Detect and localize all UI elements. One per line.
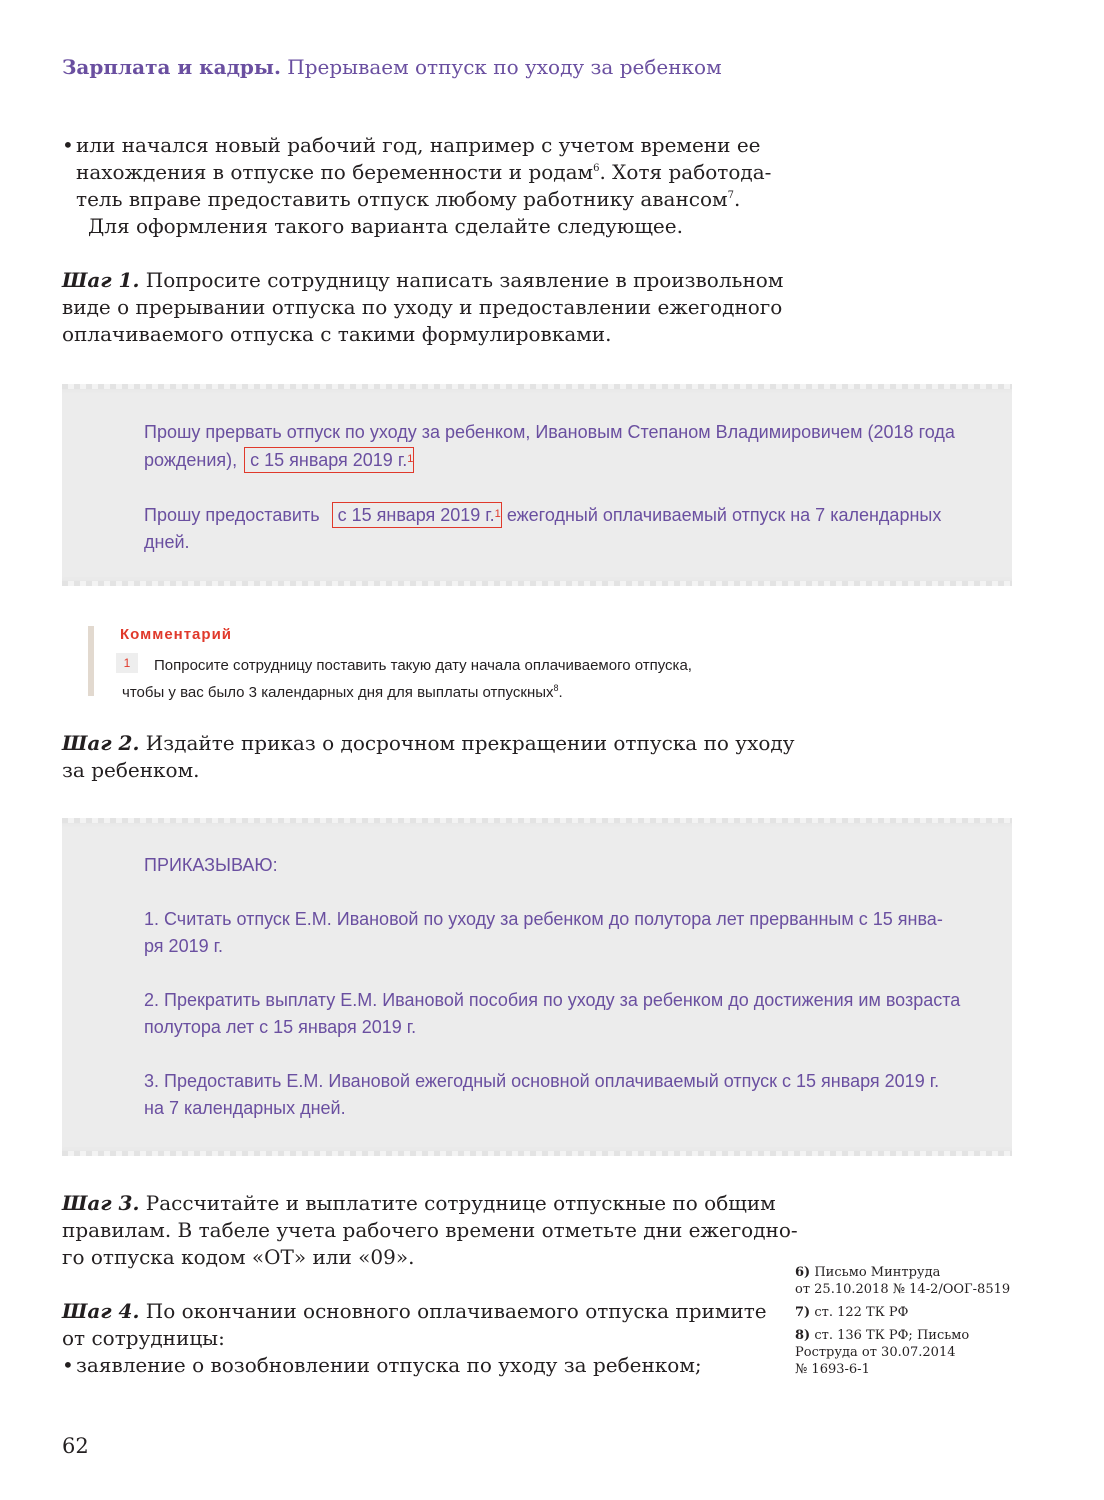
footnote-ref: 8 [553, 683, 559, 693]
order-heading: ПРИКАЗЫВАЮ: [144, 855, 278, 875]
header-title: Прерываем отпуск по уходу за ребенком [287, 55, 722, 79]
intro-block: • или начался новый рабочий год, например с учетом времени ее нахождения в отпуске по беременности и родам$^6$. Хотя работода- тель вправе предоставить отпуск любому работнику авансом$^7$. Для оформления такого варианта сделайте следующее. [62, 132, 742, 240]
step-2: Шаг 2. Издайте приказ о досрочном прекращении отпуска по уходу за ребенком. [62, 731, 795, 782]
comment-number: 1 [116, 653, 138, 673]
application-text: Прошу прервать отпуск по уходу за ребенком, Ивановым Степаном Владимировичем (2018 года рождения), с 15 января 2019 г.$^1$ Прошу предоставить с 15 января 2019 г.$^1$ ежегодный оплачиваемый отпуск на 7 календарных дней. [144, 422, 955, 552]
comment-ref: 1 [494, 508, 501, 520]
intro-paragraph: Для оформления такого варианта сделайте следующее. [88, 214, 683, 238]
sidenotes [795, 1264, 1055, 1384]
order-example-box [62, 818, 1012, 1156]
application-example-box [62, 384, 1012, 586]
bullet-item: • заявление о возобновлении отпуска по уходу за ребенком; [62, 1352, 742, 1379]
step-1: Шаг 1. Попросите сотрудницу написать заявление в произвольном виде о прерывании отпуска по уходу и предоставлении ежегодного оплачиваемого отпуска с такими формулировками. [62, 268, 784, 346]
step-label: Шаг 1. [62, 268, 140, 292]
running-header [62, 55, 722, 79]
header-section: Зарплата и кадры. [62, 55, 281, 79]
step-label: Шаг 2. [62, 731, 140, 755]
order-text: ПРИКАЗЫВАЮ: 1. Считать отпуск Е.М. Ивановой по уходу за ребенком до полутора лет прерванным с 15 янва- ря 2019 г. 2. Прекратить выплату Е.М. Ивановой пособия по уходу за ребенком до достижения им возраста полутора лет с 15 января 2019 г. 3. Предоставить Е.М. Ивановой ежегодный основной оплачиваемый отпуск с 15 января 2019 г. на 7 календарных дней. [144, 852, 944, 1122]
step-3: Шаг 3. Рассчитайте и выплатите сотруднице отпускные по общим правилам. В табеле учета рабочего времени отметьте дни ежегодно- го отпуска кодом «ОТ» или «09». [62, 1191, 798, 1269]
comment-title: Комментарий [120, 626, 233, 643]
footnote-ref: 6 [593, 163, 600, 174]
footnote-6: 6) Письмо Минтруда от 25.10.2018 № 14-2/ООГ-8519 [795, 1265, 1011, 1297]
footnote-8: 8) ст. 136 ТК РФ; Письмо Роструда от 30.07.2014 № 1693-6-1 [795, 1328, 970, 1377]
comment-block [88, 626, 764, 701]
highlighted-date: с 15 января 2019 г.$^1$ [244, 447, 414, 473]
bullet-item: • или начался новый рабочий год, например с учетом времени ее [62, 132, 742, 159]
footnote-7: 7) ст. 122 ТК РФ [795, 1305, 909, 1320]
comment-text: Попросите сотрудницу поставить такую дату начала оплачиваемого отпуска, чтобы у вас было 3 календарных дня для выплаты отпускных$^8$. [122, 657, 692, 701]
step-label: Шаг 3. [62, 1191, 140, 1215]
highlighted-date: с 15 января 2019 г.$^1$ [332, 502, 502, 528]
step-4: Шаг 4. По окончании основного оплачиваемого отпуска примите от сотрудницы: • заявление о возобновлении отпуска по уходу за ребенком; [62, 1298, 742, 1379]
page-number: 62 [62, 1434, 89, 1458]
footnote-ref: 7 [727, 190, 734, 201]
comment-ref: 1 [407, 453, 414, 465]
step-label: Шаг 4. [62, 1299, 140, 1323]
